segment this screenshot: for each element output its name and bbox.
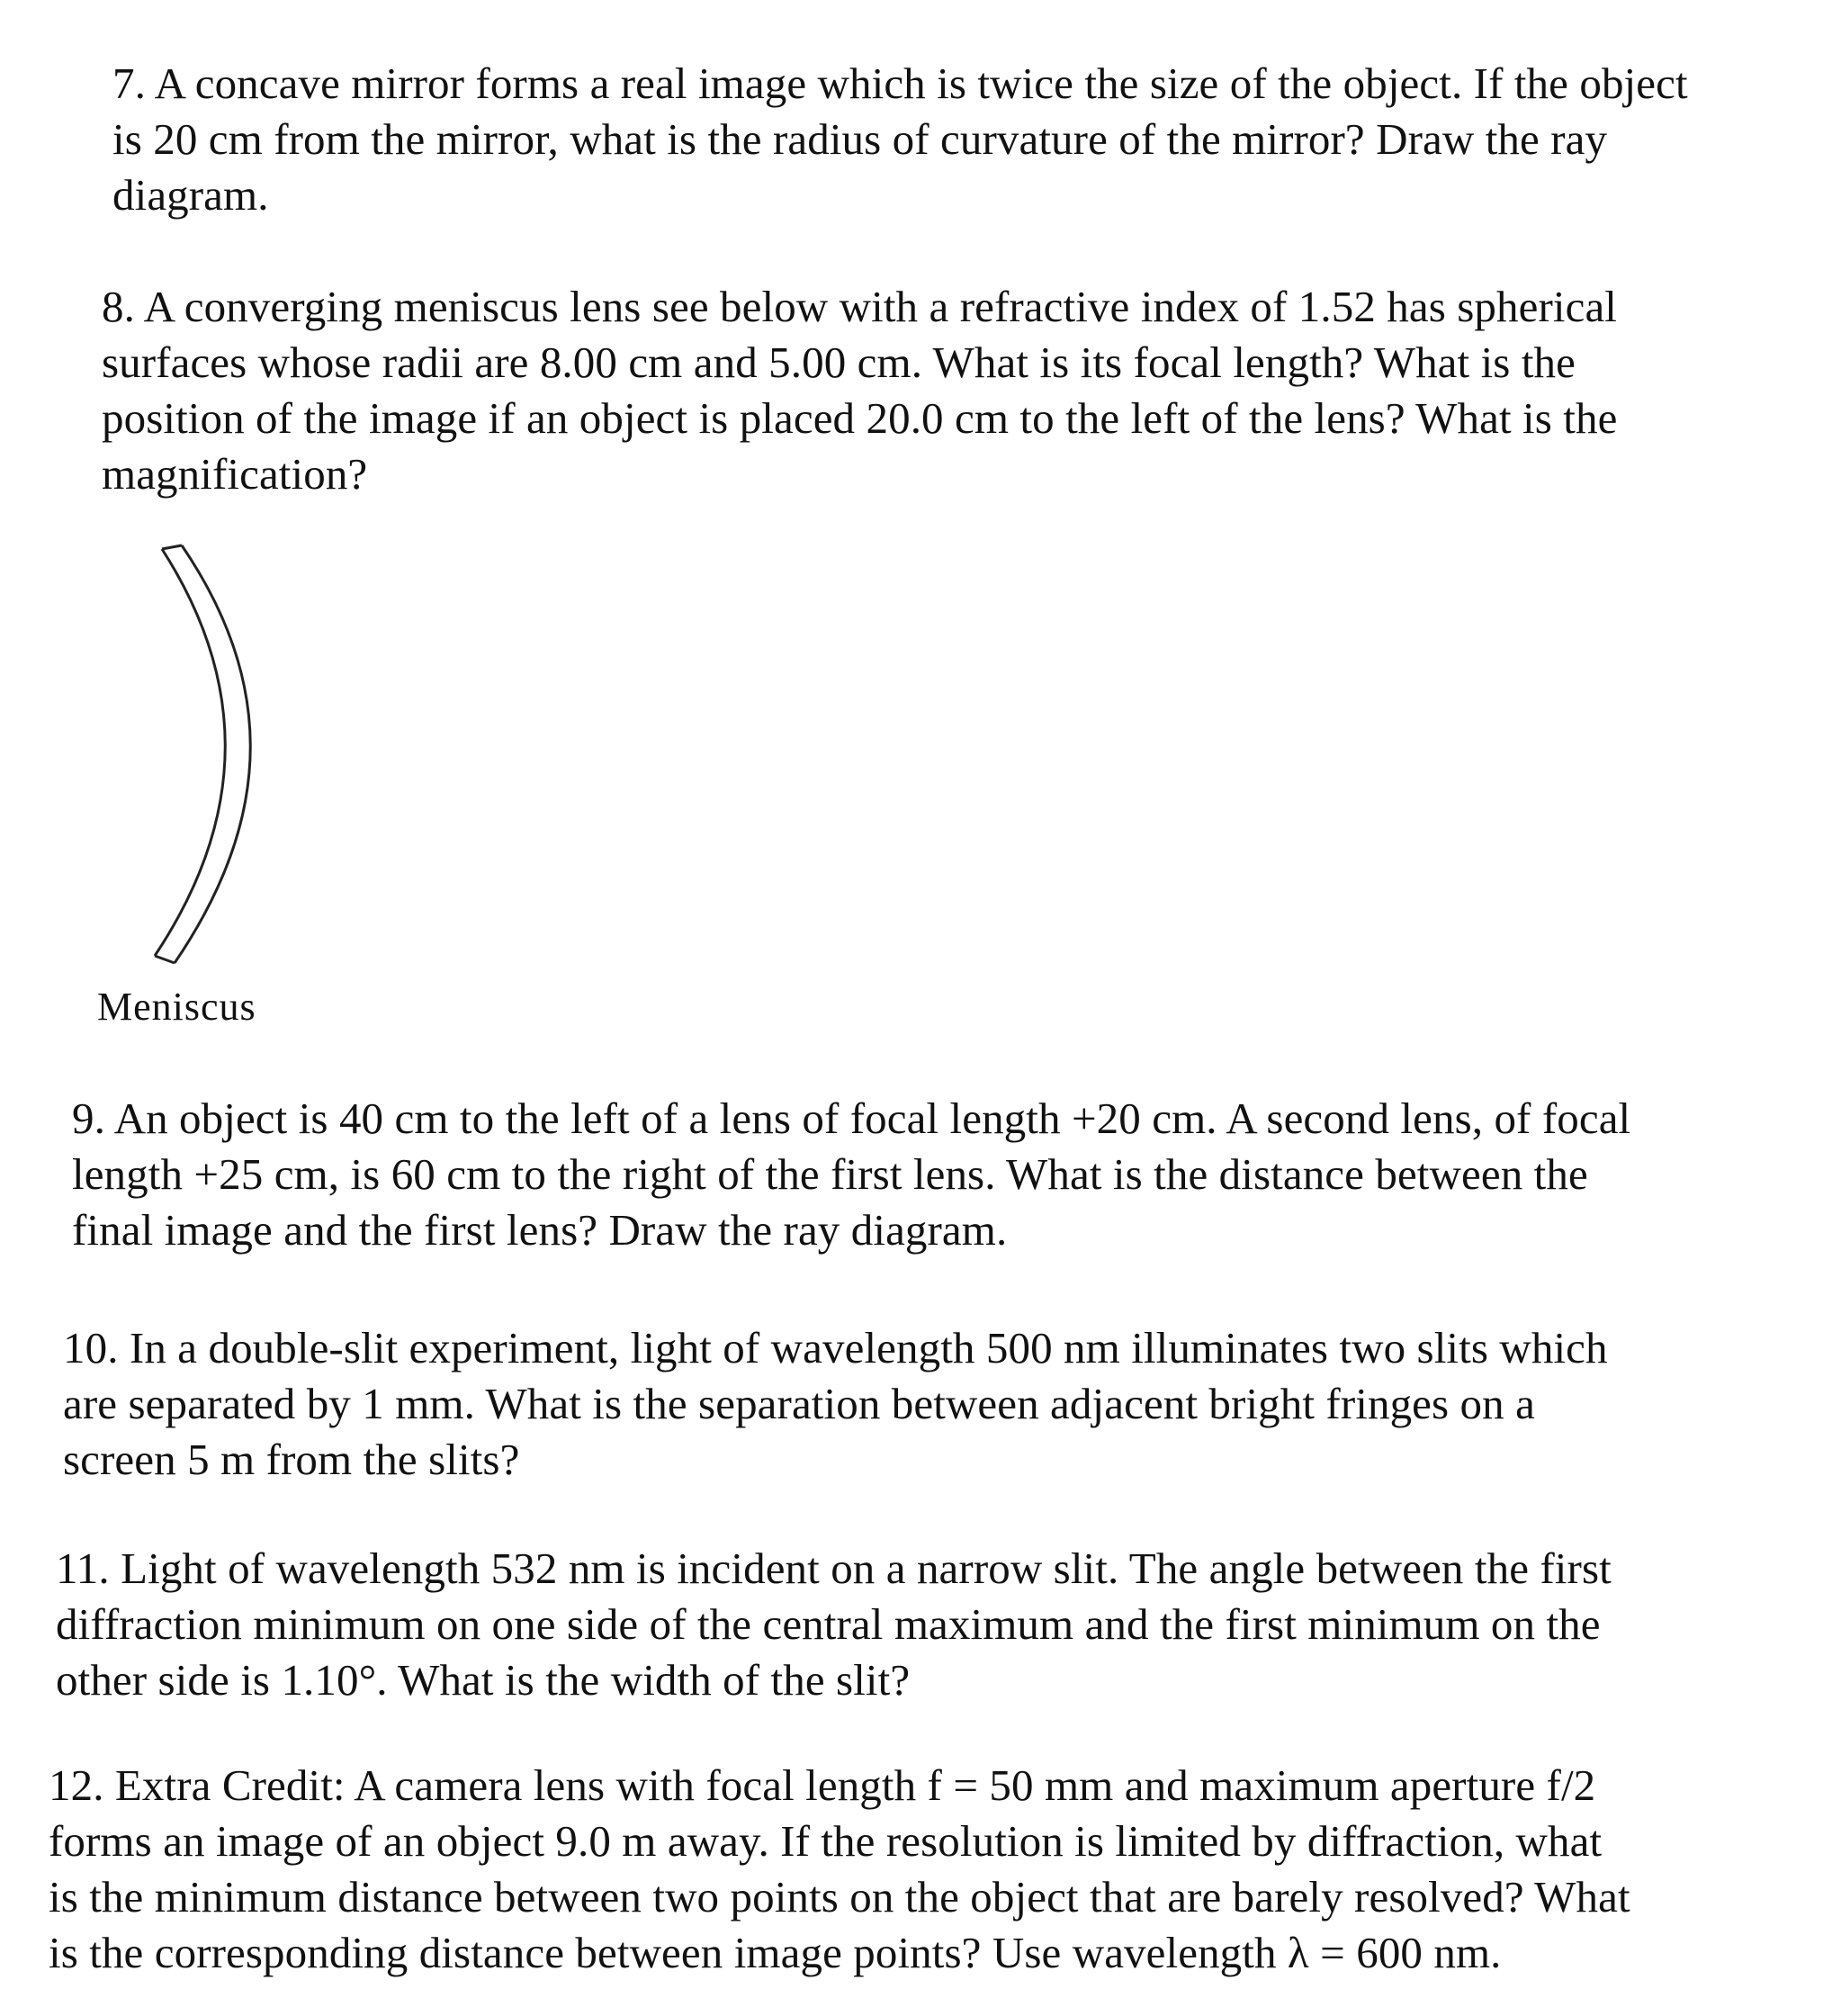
problem-line: is 20 cm from the mirror, what is the radius of curvature of the mirror? Draw the ray [112, 114, 1608, 164]
problem-line: forms an image of an object 9.0 m away. If the resolution is limited by diffraction, what [49, 1816, 1603, 1866]
meniscus-figure [90, 540, 306, 990]
problem-line: surfaces whose radii are 8.00 cm and 5.00 cm. What is its focal length? What is the [102, 338, 1576, 387]
problem-11 [56, 1541, 1612, 1708]
problem-line: are separated by 1 mm. What is the separation between adjacent bright fringes on a [63, 1379, 1535, 1428]
problem-line: diagram. [112, 170, 269, 220]
problem-line: other side is 1.10°. What is the width of the slit? [56, 1655, 911, 1705]
problem-line: diffraction minimum on one side of the central maximum and the first minimum on the [56, 1599, 1601, 1649]
problem-line: length +25 cm, is 60 cm to the right of the first lens. What is the distance between the [72, 1149, 1588, 1199]
problem-line: 7. A concave mirror forms a real image which is twice the size of the object. If the object [112, 58, 1688, 108]
problem-line: screen 5 m from the slits? [63, 1435, 520, 1484]
figure-label: Meniscus [97, 985, 256, 1029]
problem-7 [112, 56, 1688, 223]
problem-line: is the corresponding distance between image points? Use wavelength λ = 600 nm. [49, 1928, 1502, 1977]
problem-line: 11. Light of wavelength 532 nm is incident on a narrow slit. The angle between the first [56, 1544, 1612, 1593]
problem-line: 10. In a double-slit experiment, light of wavelength 500 nm illuminates two slits which [63, 1323, 1608, 1372]
problem-line: 12. Extra Credit: A camera lens with focal length f = 50 mm and maximum aperture f/2 [49, 1760, 1596, 1810]
problem-line: final image and the first lens? Draw the ray diagram. [72, 1205, 1008, 1255]
problem-line: magnification? [102, 449, 368, 499]
problem-8 [102, 279, 1617, 502]
problem-line: 9. An object is 40 cm to the left of a lens of focal length +20 cm. A second lens, of focal [72, 1094, 1631, 1143]
problem-9 [72, 1091, 1630, 1258]
problem-10 [63, 1320, 1608, 1488]
problem-line: position of the image if an object is placed 20.0 cm to the left of the lens? What is the [102, 393, 1618, 443]
meniscus-top-edge [162, 545, 182, 549]
meniscus-bottom-edge [155, 956, 175, 963]
problem-12 [49, 1758, 1630, 1981]
problem-line: 8. A converging meniscus lens see below with a refractive index of 1.52 has spherical [102, 282, 1618, 331]
meniscus-lens-icon [144, 540, 279, 972]
problem-line: is the minimum distance between two points on the object that are barely resolved? What [49, 1872, 1630, 1922]
